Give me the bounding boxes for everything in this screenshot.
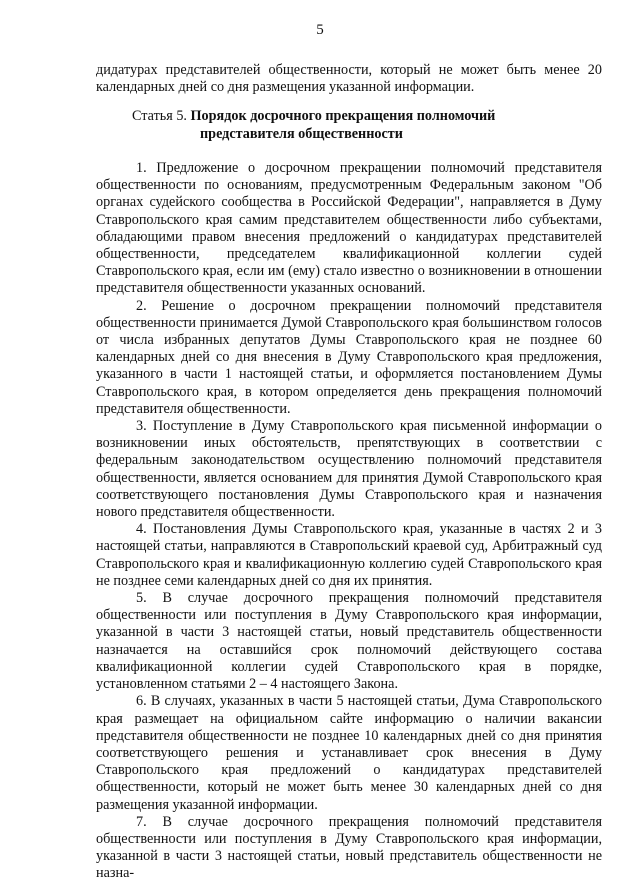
continued-paragraph: дидатурах представителей общественности, который не может быть менее 20 календарных дней со дня размещения указанной информации. (96, 62, 602, 96)
paragraph-2: 2. Решение о досрочном прекращении полномочий представителя общественности принимается Думой Ставропольского края большинством голосов от числа избранных депутатов Думы Ставропольского края не позднее 60 календарных дней со дня внесения в Думу Ставропольского края предложения, указанного в части 1 настоящей статьи, и оформляется постановлением Думы Ставропольского края, в котором определяется день прекращения полномочий представителя общественности. (96, 297, 602, 417)
article-title-part-1: Порядок досрочного прекращения полномочий (190, 108, 496, 124)
paragraph-1: 1. Предложение о досрочном прекращении полномочий представителя общественности по основаниям, предусмотренным Федеральным законом "Об органах судейского сообщества в Российской Федерации", направляется в Думу Ставропольского края самим представителем общественности либо субъектами, обладающими правом внесения предложений о кандидатурах представителей общественности, председателем квалификационной коллегии судей Ставропольского края, если им (ему) стало известно о возникновении в отношении представителя общественности указанных оснований. (96, 160, 602, 297)
paragraph-6: 6. В случаях, указанных в части 5 настоящей статьи, Дума Ставропольского края размещает на официальном сайте информацию о наличии вакансии представителя общественности не позднее 10 календарных дней со дня принятия соответствующего решения и устанавливает срок внесения в Думу Ставропольского края предложений о кандидатурах представителей общественности, который не может быть менее 30 календарных дней со дня размещения указанной информации. (96, 693, 602, 813)
paragraph-4: 4. Постановления Думы Ставропольского края, указанные в частях 2 и 3 настоящей статьи, направляются в Ставропольский краевой суд, Арбитражный суд Ставропольского края и квалификационную коллегию судей Ставропольского края не позднее семи календарных дней со дня их принятия. (96, 521, 602, 589)
article-title-part-2: представителя общественности (200, 125, 403, 142)
paragraph-7: 7. В случае досрочного прекращения полномочий представителя общественности или поступления в Думу Ставропольского края информации, указанной в части 3 настоящей статьи, новый представитель общественности не назна- (96, 813, 602, 882)
page-number: 5 (316, 22, 324, 38)
article-heading (96, 108, 602, 143)
continued-paragraph-block (96, 62, 602, 96)
article-heading-line-1 (96, 108, 602, 126)
paragraph-5: 5. В случае досрочного прекращения полномочий представителя общественности или поступления в Думу Ставропольского края информации, указанной в части 3 настоящей статьи, новый представитель общественности назначается на оставшийся срок полномочий действующего состава квалификационной коллегии судей Ставропольского края в порядке, установленном статьями 2 – 4 настоящего Закона. (96, 590, 602, 693)
paragraph-3: 3. Поступление в Думу Ставропольского края письменной информации о возникновении иных обстоятельств, препятствующих в соответствии с федеральным законодательством осуществлению полномочий представителя общественности, является основанием для принятия Думой Ставропольского края соответствующего постановления Думы Ставропольского края и назначения нового представителя общественности. (96, 418, 602, 521)
article-number: Статья 5. (132, 108, 187, 124)
article-body (96, 160, 602, 883)
